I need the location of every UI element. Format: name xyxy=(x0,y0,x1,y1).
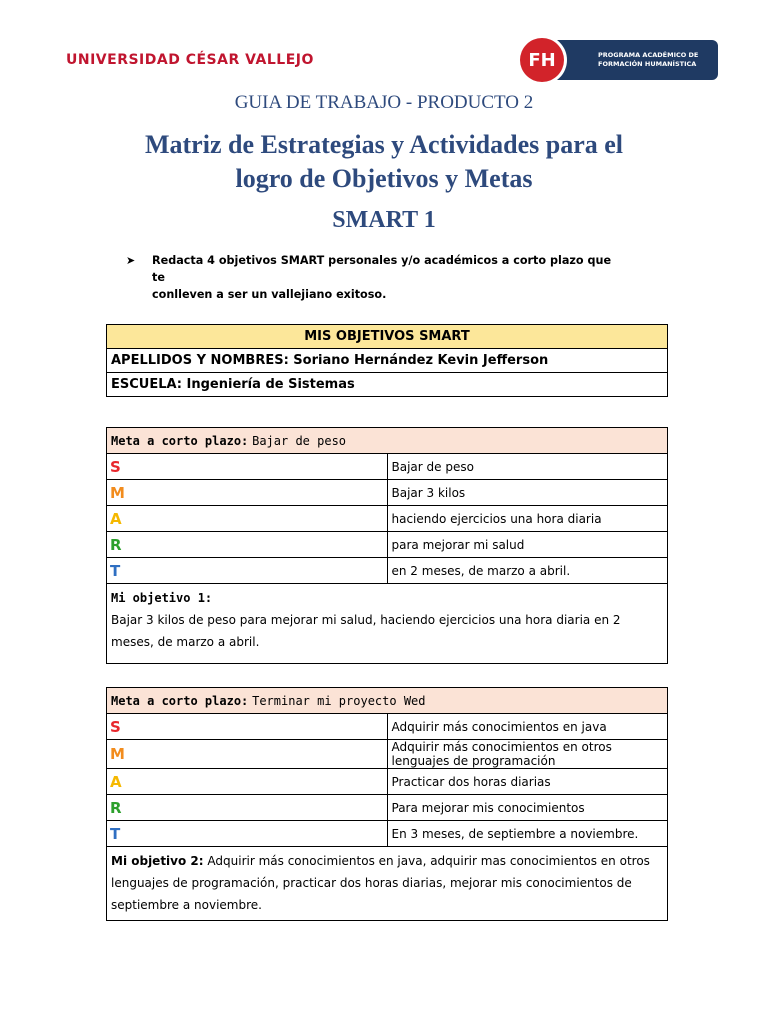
info-header: MIS OBJETIVOS SMART xyxy=(107,325,668,349)
student-school: ESCUELA: Ingeniería de Sistemas xyxy=(107,373,668,397)
goal-value: Bajar de peso xyxy=(252,433,347,448)
smart-letter: S xyxy=(107,454,388,480)
smart-row-a xyxy=(107,769,668,795)
university-name: UNIVERSIDAD CÉSAR VALLEJO xyxy=(66,52,314,68)
instruction-line-2: conlleven a ser un vallejiano exitoso. xyxy=(152,288,387,301)
objective-text: Bajar 3 kilos de peso para mejorar mi salud, haciendo ejercicios una hora diaria en 2 meses, de marzo a abril. xyxy=(111,613,621,649)
main-title-line-2: logro de Objetivos y Metas xyxy=(235,164,533,193)
smart-text: Adquirir más conocimientos en otros lenguajes de programación xyxy=(387,740,668,769)
main-title xyxy=(0,128,768,196)
objective-title: Mi objetivo 2: xyxy=(111,854,204,868)
smart-text: Bajar 3 kilos xyxy=(387,480,668,506)
smart-row-s xyxy=(107,454,668,480)
objective-title: Mi objetivo 1: xyxy=(111,591,213,605)
smart-text: Practicar dos horas diarias xyxy=(387,769,668,795)
goal-value: Terminar mi proyecto Wed xyxy=(252,693,426,708)
smart-row-r xyxy=(107,795,668,821)
ucv-logo xyxy=(58,40,314,80)
smart-row-t xyxy=(107,558,668,584)
goal-label: Meta a corto plazo: xyxy=(111,433,249,448)
objective-text: Adquirir más conocimientos en java, adquirir mas conocimientos en otros lenguajes de programación, practicar dos horas diarias, mejorar mis conocimientos de septiembre a noviembre. xyxy=(111,854,650,912)
objective-1 xyxy=(107,584,668,664)
smart-row-m xyxy=(107,740,668,769)
program-line-1: PROGRAMA ACADÉMICO DE xyxy=(598,51,699,59)
smart-row-t xyxy=(107,821,668,847)
smart-text: haciendo ejercicios una hora diaria xyxy=(387,506,668,532)
goal-2-table xyxy=(106,687,668,921)
student-info-table xyxy=(106,324,668,397)
smart-letter: T xyxy=(107,821,388,847)
smart-text: Para mejorar mis conocimientos xyxy=(387,795,668,821)
smart-letter: A xyxy=(107,769,388,795)
goal-label: Meta a corto plazo: xyxy=(111,693,249,708)
smart-row-r xyxy=(107,532,668,558)
goal-2-header xyxy=(107,688,668,714)
smart-text: En 3 meses, de septiembre a noviembre. xyxy=(387,821,668,847)
program-line-2: FORMACIÓN HUMANÍSTICA xyxy=(598,60,697,68)
fh-program-logo xyxy=(520,38,718,80)
fh-logo-mark: FH xyxy=(520,38,564,82)
smart-text: Adquirir más conocimientos en java xyxy=(387,714,668,740)
smart-text: Bajar de peso xyxy=(387,454,668,480)
goal-1-header xyxy=(107,428,668,454)
program-band xyxy=(550,40,718,80)
instruction-line-1: Redacta 4 objetivos SMART personales y/o académicos a corto plazo que te xyxy=(152,254,612,284)
smart-row-s xyxy=(107,714,668,740)
objective-2 xyxy=(107,847,668,921)
smart-letter: M xyxy=(107,740,388,769)
smart-row-m xyxy=(107,480,668,506)
smart-text: en 2 meses, de marzo a abril. xyxy=(387,558,668,584)
smart-letter: R xyxy=(107,532,388,558)
smart-letter: S xyxy=(107,714,388,740)
smart-letter: T xyxy=(107,558,388,584)
smart-text: para mejorar mi salud xyxy=(387,532,668,558)
smart-letter: R xyxy=(107,795,388,821)
smart-letter: M xyxy=(107,480,388,506)
main-title-line-1: Matriz de Estrategias y Actividades para el xyxy=(144,130,624,159)
smart-title: SMART 1 xyxy=(332,207,436,233)
goal-1-table xyxy=(106,427,668,664)
arrow-bullet-icon: ➤ xyxy=(126,254,136,267)
smart-row-a xyxy=(107,506,668,532)
guide-title: GUIA DE TRABAJO - PRODUCTO 2 xyxy=(234,92,534,113)
instruction xyxy=(126,252,626,303)
student-name: APELLIDOS Y NOMBRES: Soriano Hernández Kevin Jefferson xyxy=(107,349,668,373)
smart-letter: A xyxy=(107,506,388,532)
